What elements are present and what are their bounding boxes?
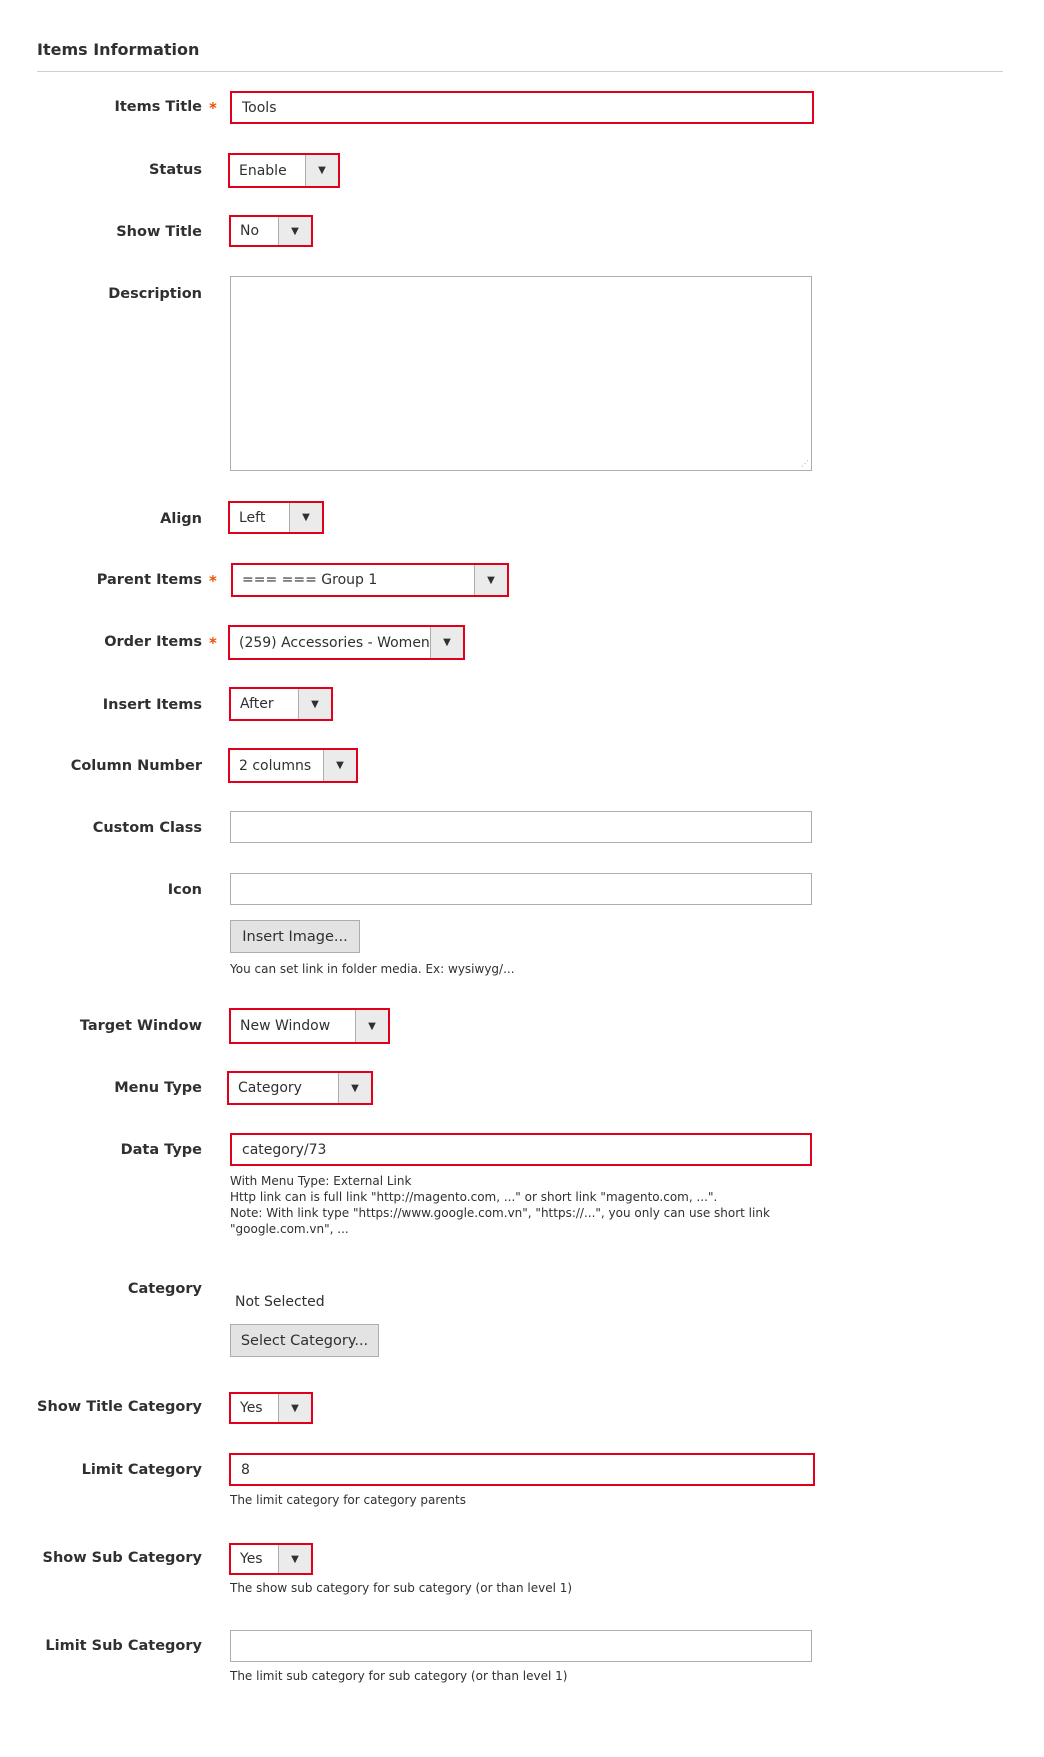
limit-sub-category-note: The limit sub category for sub category (or than level 1)	[230, 1669, 568, 1683]
data-type-note-3: Note: With link type "https://www.google.com.vn", "https://...", you only can use short link	[230, 1206, 770, 1220]
align-value: Left	[239, 509, 266, 526]
resize-grip-icon[interactable]: ⋰	[801, 459, 809, 468]
data-type-note-4: "google.com.vn", ...	[230, 1222, 349, 1236]
target-window-select[interactable]	[229, 1008, 390, 1044]
show-sub-category-value: Yes	[240, 1551, 263, 1567]
show-title-category-label: Show Title Category	[37, 1399, 202, 1415]
data-type-note-1: With Menu Type: External Link	[230, 1174, 412, 1188]
limit-sub-category-label: Limit Sub Category	[45, 1638, 202, 1654]
category-value: Not Selected	[235, 1294, 325, 1310]
required-mark: *	[209, 634, 217, 652]
show-sub-category-note: The show sub category for sub category (or than level 1)	[230, 1581, 573, 1595]
target-window-label: Target Window	[79, 1018, 202, 1034]
section-title: Items Information	[37, 40, 200, 59]
triangle-down-icon: ▼	[430, 627, 463, 658]
show-title-value: No	[240, 223, 260, 239]
limit-category-note: The limit category for category parents	[230, 1493, 466, 1507]
align-label: Align	[160, 511, 202, 527]
show-sub-category-select[interactable]	[229, 1543, 313, 1575]
status-select[interactable]	[228, 153, 340, 188]
required-mark: *	[209, 99, 217, 117]
target-window-value: New Window	[240, 1018, 331, 1034]
column-number-select[interactable]	[228, 748, 358, 783]
menu-type-value: Category	[238, 1080, 302, 1096]
data-type-label: Data Type	[120, 1142, 202, 1158]
icon-note: You can set link in folder media. Ex: wysiwyg/...	[230, 962, 515, 976]
triangle-down-icon: ▼	[278, 217, 311, 245]
triangle-down-icon: ▼	[355, 1010, 388, 1042]
status-value: Enable	[239, 162, 287, 179]
select-category-button[interactable]: Select Category...	[230, 1324, 379, 1357]
section-divider	[37, 71, 1003, 72]
triangle-down-icon: ▼	[278, 1545, 311, 1573]
triangle-down-icon: ▼	[298, 689, 331, 719]
triangle-down-icon: ▼	[289, 503, 322, 532]
insert-items-select[interactable]	[229, 687, 333, 721]
insert-items-value: After	[240, 696, 274, 712]
description-label: Description	[108, 286, 202, 302]
required-mark: *	[209, 572, 217, 590]
insert-items-label: Insert Items	[102, 697, 202, 713]
items-title-label: Items Title	[114, 99, 202, 115]
custom-class-input[interactable]	[230, 811, 812, 843]
limit-sub-category-input[interactable]	[230, 1630, 812, 1662]
limit-category-input[interactable]: 8	[229, 1453, 815, 1486]
data-type-input[interactable]: category/73	[230, 1133, 812, 1166]
show-title-category-value: Yes	[240, 1400, 263, 1416]
order-items-label: Order Items	[104, 634, 202, 650]
items-title-input[interactable]: Tools	[230, 91, 814, 124]
show-title-select[interactable]	[229, 215, 313, 247]
insert-image-button[interactable]: Insert Image...	[230, 920, 360, 953]
triangle-down-icon: ▼	[305, 155, 338, 186]
show-sub-category-label: Show Sub Category	[42, 1550, 202, 1566]
parent-items-label: Parent Items	[96, 572, 202, 588]
order-items-select[interactable]	[228, 625, 465, 660]
category-label: Category	[127, 1281, 202, 1297]
triangle-down-icon: ▼	[323, 750, 356, 781]
custom-class-label: Custom Class	[92, 820, 202, 836]
show-title-label: Show Title	[116, 224, 202, 240]
parent-items-value: === === Group 1	[242, 572, 378, 588]
icon-input[interactable]	[230, 873, 812, 905]
align-select[interactable]	[228, 501, 324, 534]
order-items-value: (259) Accessories - Women	[239, 634, 430, 651]
column-number-value: 2 columns	[239, 757, 312, 774]
data-type-note-2: Http link can is full link "http://magento.com, ..." or short link "magento.com, ...".	[230, 1190, 718, 1204]
menu-type-label: Menu Type	[114, 1080, 202, 1096]
description-textarea[interactable]	[230, 276, 812, 471]
show-title-category-select[interactable]	[229, 1392, 313, 1424]
triangle-down-icon: ▼	[474, 565, 507, 595]
triangle-down-icon: ▼	[338, 1073, 371, 1103]
menu-type-select[interactable]	[227, 1071, 373, 1105]
icon-label: Icon	[167, 882, 202, 898]
column-number-label: Column Number	[70, 758, 202, 774]
parent-items-select[interactable]	[231, 563, 509, 597]
triangle-down-icon: ▼	[278, 1394, 311, 1422]
status-label: Status	[148, 162, 202, 178]
limit-category-label: Limit Category	[81, 1462, 202, 1478]
